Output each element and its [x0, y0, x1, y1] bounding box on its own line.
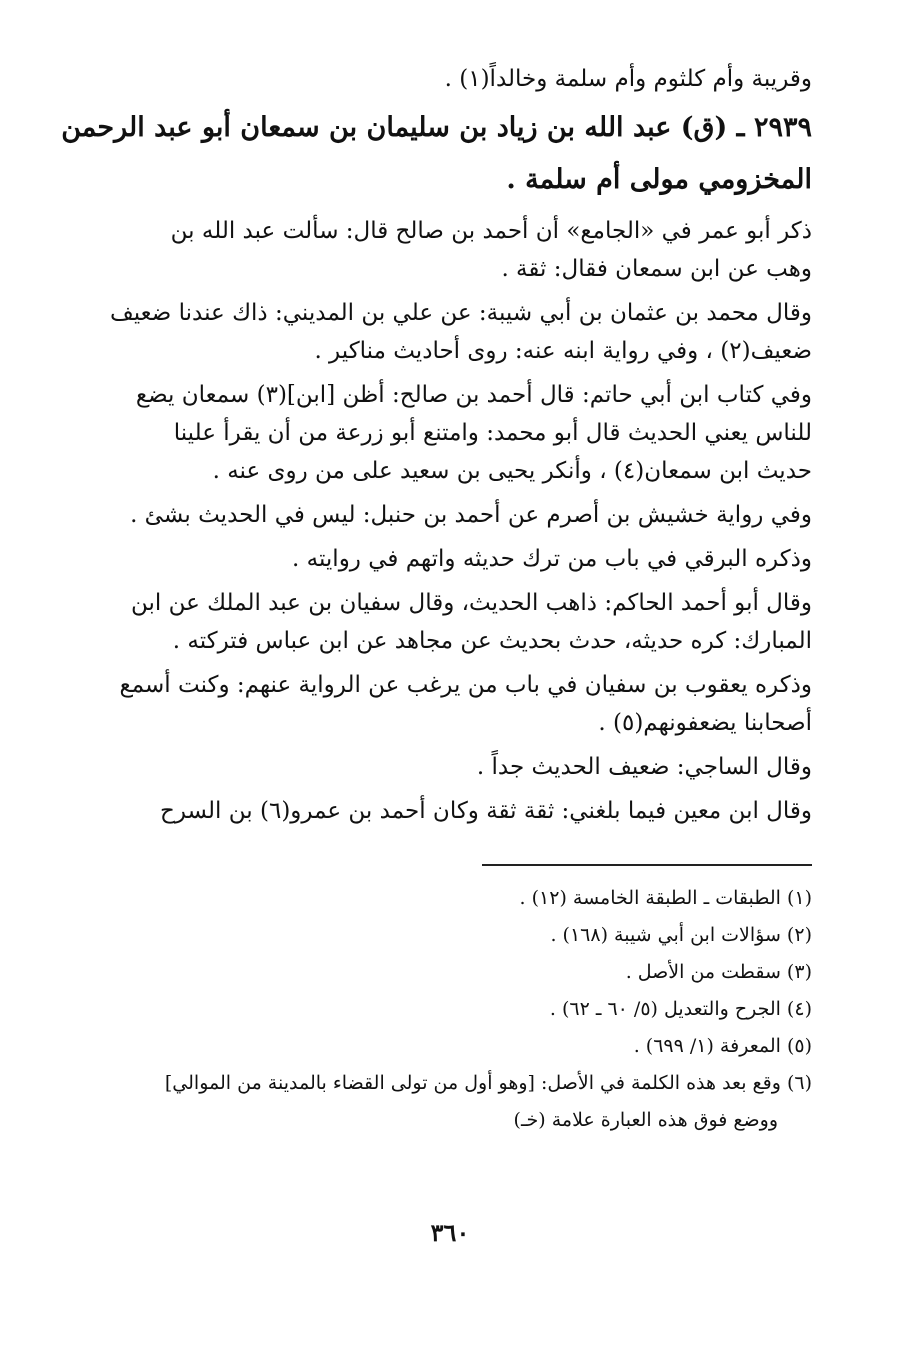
text-line: وذكره البرقي في باب من ترك حديثه واتهم في روايته . [292, 546, 812, 572]
text-line: وذكره يعقوب بن سفيان في باب من يرغب عن الرواية عنهم: وكنت أسمع [119, 672, 812, 698]
footnote: (٢) سؤالات ابن أبي شيبة (١٦٨) . [550, 924, 812, 946]
text-line: حديث ابن سمعان(٤) ، وأنكر يحيى بن سعيد على من روى عنه . [212, 458, 812, 484]
text-line: وقال محمد بن عثمان بن أبي شيبة: عن علي بن المديني: ذاك عندنا ضعيف [109, 300, 812, 326]
paragraph [84, 748, 812, 786]
text-line: وقال الساجي: ضعيف الحديث جداً . [476, 754, 812, 780]
footnote: (١) الطبقات ـ الطبقة الخامسة (١٢) . [519, 887, 812, 909]
paragraph [84, 666, 812, 742]
entry-heading [61, 102, 812, 206]
paragraph [84, 376, 812, 490]
paragraph [84, 496, 812, 534]
footnote: (٣) سقطت من الأصل . [625, 961, 812, 983]
paragraph [84, 584, 812, 660]
paragraph [84, 792, 812, 830]
text-line: وفي رواية خشيش بن أصرم عن أحمد بن حنبل: ليس في الحديث بشئ . [130, 502, 812, 528]
paragraph [84, 212, 812, 288]
footnote: (٤) الجرح والتعديل (٥/ ٦٠ ـ ٦٢) . [549, 998, 812, 1020]
footnote: (٦) وقع بعد هذه الكلمة في الأصل: [وهو أول من تولى القضاء بالمدينة من الموالي] [164, 1072, 812, 1094]
text-line: ذكر أبو عمر في «الجامع» أن أحمد بن صالح قال: سألت عبد الله بن [170, 218, 812, 244]
text-line: وقريبة وأم كلثوم وأم سلمة وخالداً(١) . [444, 66, 812, 92]
entry-heading-line: المخزومي مولى أم سلمة . [506, 164, 812, 195]
text-line: وقال أبو أحمد الحاكم: ذاهب الحديث، وقال سفيان بن عبد الملك عن ابن [131, 590, 812, 616]
text-line: أصحابنا يضعفونهم(٥) . [598, 710, 812, 736]
footnote-divider [482, 864, 812, 866]
text-line: للناس يعني الحديث قال أبو محمد: وامتنع أبو زرعة من أن يقرأ علينا [173, 420, 812, 446]
footnotes [84, 880, 812, 1139]
page-number: ٣٦٠ [430, 1218, 470, 1247]
entry-heading-line: ٢٩٣٩ ـ (ق) عبد الله بن زياد بن سليمان بن سمعان أبو عبد الرحمن [61, 112, 812, 143]
text-line: وفي كتاب ابن أبي حاتم: قال أحمد بن صالح: أظن [ابن](٣) سمعان يضع [135, 382, 812, 408]
paragraph [84, 294, 812, 370]
text-line: وهب عن ابن سمعان فقال: ثقة . [501, 256, 812, 282]
text-line: ضعيف(٢) ، وفي رواية ابنه عنه: روى أحاديث مناكير . [314, 338, 812, 364]
text-line: وقال ابن معين فيما بلغني: ثقة ثقة وكان أحمد بن عمرو(٦) بن السرح [159, 798, 812, 824]
text-line: المبارك: كره حديثه، حدث بحديث عن مجاهد عن ابن عباس فتركته . [172, 628, 812, 654]
main-text [61, 60, 812, 830]
footnote-continuation: ووضع فوق هذه العبارة علامة (خـ) [513, 1109, 778, 1131]
footnote: (٥) المعرفة (١/ ٦٩٩) . [633, 1035, 812, 1057]
paragraph [84, 540, 812, 578]
